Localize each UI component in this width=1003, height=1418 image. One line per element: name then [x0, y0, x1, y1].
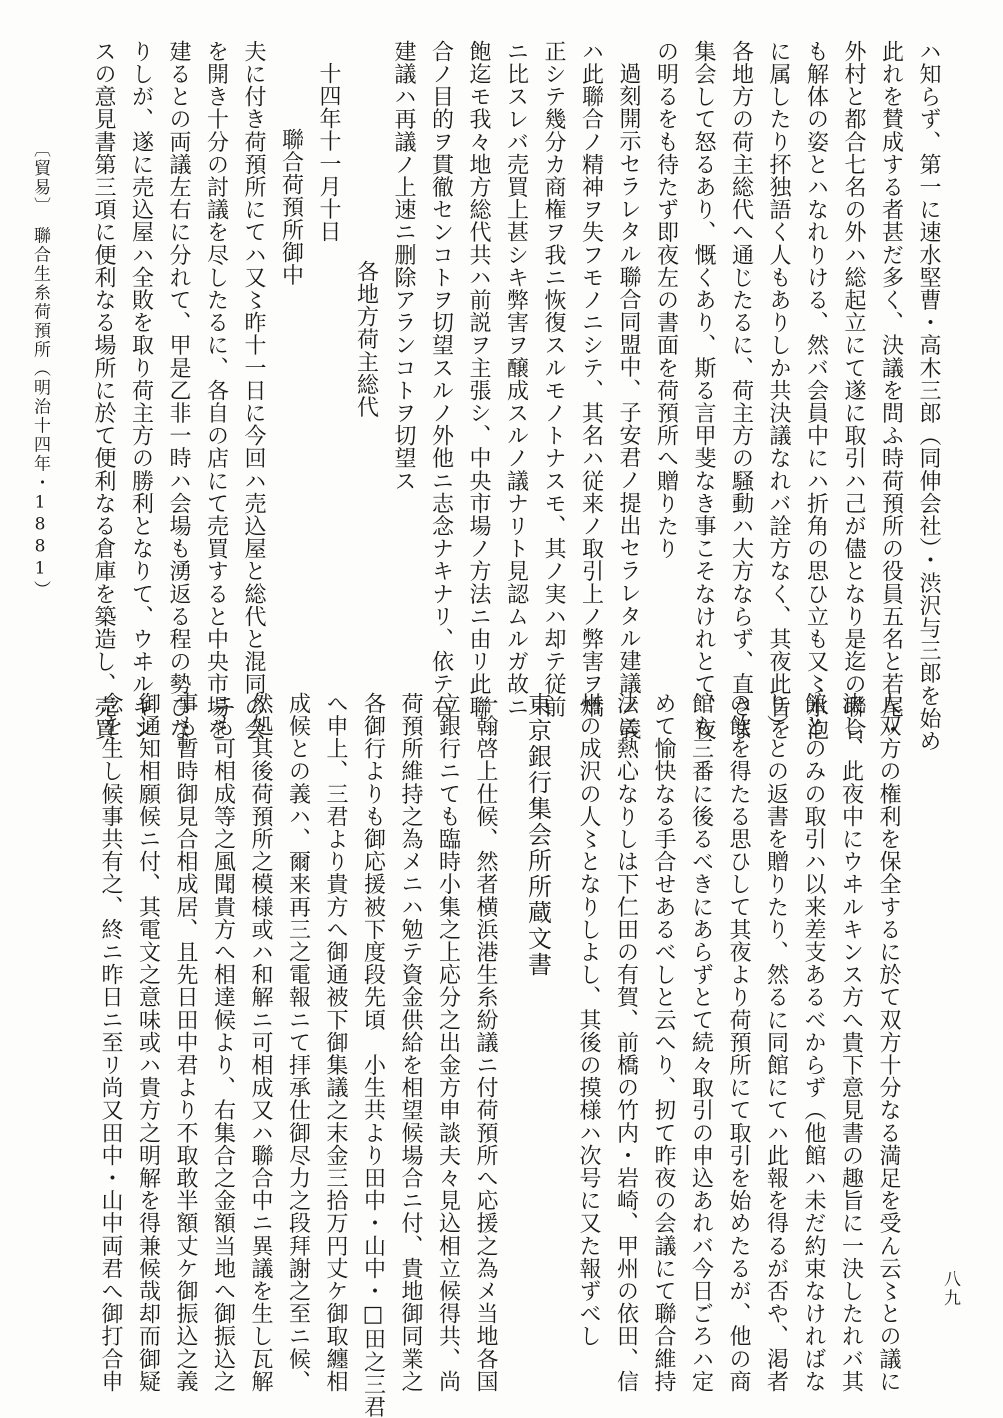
text-column: 各地方の荷主総代へ通じたるに、荷主方の騒動ハ大方ならず、直さま [728, 40, 754, 741]
text-column: の飲を得たる思ひして其夜より荷預所にて取引を始めたるが、他の商 [726, 692, 751, 1393]
text-column: 法に熱心なりしは下仁田の有賀、前橋の竹内・岩崎、甲州の依田、信 [613, 692, 639, 1393]
text-column: 正シテ幾分カ商権ヲ我ニ恢復スルモノトナスモ、其ノ実ハ却テ従前 [541, 40, 566, 718]
text-column: 念を生し候事共有之、終ニ昨日ニ至リ尚又田中・山中両君へ御打合申 [98, 692, 123, 1393]
text-column: めて愉快なる手合せあるべしと云へり、扨て昨夜の会議にて聯合維持 [651, 692, 676, 1393]
text-column: 成候との義ハ、爾来再三之電報ニて拝承仕御尽力之段拜謝之至ニ候、 [285, 692, 311, 1393]
text-column: 御通知相願候ニ付、其電文之意味或ハ貴方之明解を得兼候哉却而御疑 [135, 692, 161, 1393]
text-column: を開き十分の討議を尽したるに、各自の店にて売買すると中央市場を [203, 40, 229, 741]
text-column: 人双方の権利を保全するに於て双方十分なる満足を受ん云〻との議に [876, 692, 901, 1393]
text-column: 決し、此夜中にウヰルキンス方へ貴下意見書の趣旨に一決したれバ其 [838, 692, 864, 1393]
date-line: 十四年十一月十日 [316, 62, 341, 243]
addressee-line: 聯合荷預所御中 [278, 128, 304, 287]
column-gap [504, 692, 518, 1362]
text-column: 飽迄モ我々地方総代共ハ前説ヲ主張シ、中央市場ノ方法ニ由リ此聯 [466, 40, 491, 718]
text-column: 然処其後荷預所之模様或ハ和解ニ可相成又ハ聯合中ニ異議を生し瓦解 [248, 692, 273, 1393]
text-column: 各御行よりも御応援被下度段先頃 小生共より田中・山中・□田之三君 [360, 692, 386, 1418]
text-column: へ申上、三君より貴方へ御通被下御集議之末金三拾万円丈ケ御取纏相 [323, 692, 348, 1393]
text-column: も解体の姿とハなれりける、然バ会員中にハ折角の思ひ立も又〻水泡 [803, 40, 829, 741]
text-column: 事も暫時御見合相成居、且先日田中君より不取敢半額丈ケ御振込之義 [173, 692, 198, 1393]
text-column: 外村と都合七名の外ハ総起立にて遂に取引ハ己が儘となり是迄の聯合 [841, 40, 866, 741]
text-column: 立銀行ニても臨時小集之上応分之出金方申談夫々見込相立候得共、尚 [435, 692, 461, 1393]
text-column: 館も三番に後るべきにあらずとて続々取引の申込あれバ今日ごろハ定 [688, 692, 714, 1393]
text-column: 館とのみの取引ハ以来差支あるべからず（他館ハ未だ約束なければな [801, 692, 826, 1393]
section-heading: 東京銀行集会所所蔵文書 [523, 692, 552, 978]
text-column: 建るとの両議左右に分れて、甲是乙非一時ハ会場も湧返る程の勢ひな [166, 40, 191, 741]
text-column: 州の成沢の人〻となりしよし、其後の摸様ハ次号に又た報ずべし [576, 692, 601, 1348]
text-column: 合ノ目的ヲ貫徹センコトヲ切望スルノ外他ニ志念ナキナリ、依テ右 [428, 40, 454, 718]
text-column: り）との返書を贈りたり、然るに同館にてハ此報を得るが否や、渇者 [763, 692, 789, 1393]
text-column: 夫に付き荷預所にてハ又〻昨十一日に今回ハ売込屋と総代と混同の会 [241, 40, 266, 741]
text-column: の明るをも待たず即夜左の書面を荷預所へ贈りたり [653, 40, 679, 560]
text-column: 一翰啓上仕候、然者横浜港生糸紛議ニ付荷預所へ応援之為メ当地各国 [473, 692, 498, 1393]
text-column: ニも可相成等之風聞貴方へ相達候より、右集合之金額当地へ御振込之 [210, 692, 236, 1393]
bottom-text-block [98, 692, 907, 1418]
column-gap [556, 692, 570, 1362]
text-column: スの意見書第三項に便利なる場所に於て便利なる倉庫を築造し、売買 [91, 40, 116, 741]
signer-line: 各地方荷主総代 [353, 260, 379, 419]
running-header: 〔貿易〕 聯合生糸荷預所（明治十四年・1881） [30, 140, 50, 600]
text-column: りしが、遂に売込屋ハ全敗を取り荷主方の勝利となりて、ウヰルキン [128, 40, 154, 741]
text-column: 過刻開示セラレタル聯合同盟中、子安君ノ提出セラレタル建議ノ義 [616, 62, 641, 740]
text-column: 此れを賛成する者甚だ多く、決議を問ふ時荷預所の役員五名と若尾・ [878, 40, 904, 741]
page-number: 八九 [940, 1270, 960, 1308]
text-column: に属したり抔独語く人もありしか共決議なれバ詮方なく、其夜此旨を [766, 40, 791, 741]
text-column: ハ此聯合ノ精神ヲ失フモノニシテ、其名ハ従来ノ取引上ノ弊害ヲ矯 [578, 40, 604, 718]
text-column: ハ知らず、第一に速水堅曹・高木三郎（同伸会社）・渋沢与三郎を始め [916, 40, 941, 753]
text-column: 集会して怒るあり、慨くあり、斯る言甲斐なき事こそなけれとて、夜 [691, 40, 716, 741]
text-column: ニ比スレバ売買上甚シキ弊害ヲ醸成スルノ議ナリト見認ムルガ故ニ [503, 40, 529, 718]
text-column: 荷預所維持之為メニハ勉テ資金供給を相望候場合ニ付、貴地御同業之 [398, 692, 423, 1393]
text-column: 建議ハ再議ノ上速ニ删除アランコトヲ切望ス [391, 40, 416, 492]
top-text-block [82, 40, 947, 753]
